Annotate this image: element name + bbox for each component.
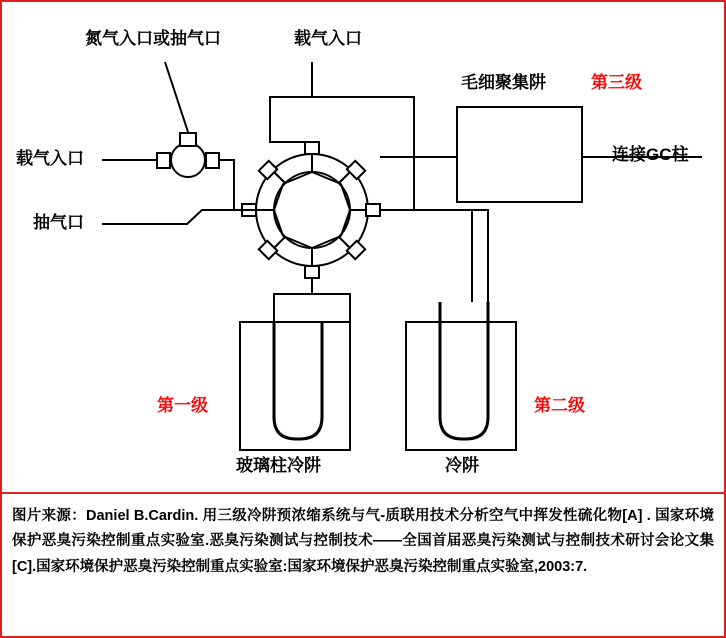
label-stage-three: 第三级 (591, 73, 642, 92)
three-way-valve-body (171, 143, 205, 177)
label-capillary-trap: 毛细聚集阱 (461, 73, 546, 92)
nitrogen-inlet-line (165, 62, 188, 132)
label-stage-two: 第二级 (534, 396, 585, 415)
label-carrier-gas-inlet-left: 载气入口 (16, 149, 84, 168)
label-carrier-gas-inlet-top: 载气入口 (294, 29, 362, 48)
diagram-area (2, 2, 724, 490)
label-cold-trap: 冷阱 (445, 456, 479, 475)
figure-caption: 图片来源：Daniel B.Cardin. 用三级冷阱预浓缩系统与气-质联用技术分析空气中挥发性硫化物[A] . 国家环境保护恶臭污染控制重点实验室.恶臭污染测试与控制技术——全国首届恶臭污染测试与控制技术研讨会论文集[C].国家环境保护恶臭污染控制重点实验室:国家环境保护恶臭污染控制重点实验室,2003:7. (2, 492, 724, 636)
valve-right-port (206, 153, 219, 168)
carrier-gas-top-line (270, 62, 312, 142)
capillary-trap-box (457, 107, 582, 202)
ring-to-stage1-line-b (312, 294, 350, 322)
valve-top-port (180, 133, 196, 146)
vacuum-port-line (102, 210, 264, 224)
stage1-dewar-box (240, 322, 350, 450)
ring-right-to-stage2-line (380, 210, 472, 302)
label-nitrogen-inlet: 氮气入口或抽气口 (85, 29, 221, 48)
label-stage-one: 第一级 (157, 396, 208, 415)
valve-left-port (157, 153, 170, 168)
ring-to-stage1-line (274, 278, 312, 322)
valve-to-ring-line (219, 160, 242, 210)
stage2-to-top-line (414, 210, 488, 302)
stage1-u-tube (274, 322, 322, 439)
top-right-line (312, 97, 414, 210)
label-glass-cold-trap: 玻璃柱冷阱 (236, 456, 321, 475)
valve-port-chords (274, 172, 350, 248)
stage2-dewar-box (406, 322, 516, 450)
label-vacuum-port: 抽气口 (33, 213, 84, 232)
label-gc-column: 连接GC柱 (612, 145, 689, 164)
